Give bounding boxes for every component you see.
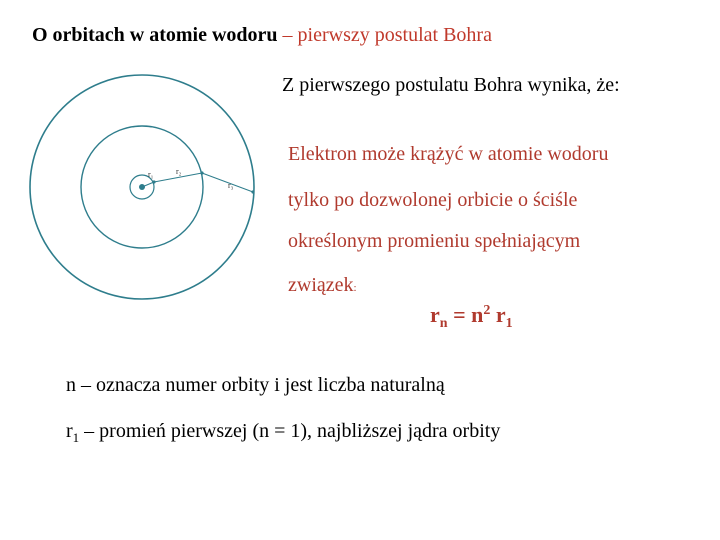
statement-colon: :	[353, 282, 357, 294]
definition-r1-sub: 1	[72, 430, 80, 445]
label-r2: r₂	[176, 167, 182, 176]
formula-r1: r	[490, 302, 506, 327]
definition-r1-symbol: r	[66, 420, 73, 442]
statement-line-2: tylko po dozwolonej orbicie o ściśle	[288, 189, 578, 211]
electron-2	[200, 171, 203, 174]
title-main: O orbitach w atomie wodoru	[32, 24, 278, 46]
slide-title	[32, 24, 492, 47]
electron-3	[251, 190, 254, 193]
statement-line-3: określonym promieniu spełniającym	[288, 230, 581, 252]
formula-eq: = n	[447, 302, 484, 327]
bohr-orbits-diagram	[0, 70, 280, 320]
label-r1: r₁	[148, 170, 154, 179]
label-r3: r₃	[228, 181, 234, 190]
bohr-radius-formula	[430, 302, 513, 332]
statement-line-4	[288, 274, 357, 297]
title-postulate: – pierwszy postulat Bohra	[277, 24, 492, 46]
definition-r1	[66, 420, 500, 446]
statement-line-1: Elektron może krążyć w atomie wodoru	[288, 143, 609, 165]
statement-word: związek	[288, 274, 354, 296]
formula-r: r	[430, 302, 440, 327]
slide-subtitle: Z pierwszego postulatu Bohra wynika, że:	[282, 74, 620, 96]
electron-1	[152, 180, 155, 183]
formula-sup-2: 2	[483, 303, 491, 318]
formula-sub-n: n	[439, 316, 448, 331]
definition-n: n – oznacza numer orbity i jest liczba naturalną	[66, 374, 445, 396]
radius-r1	[142, 182, 154, 187]
formula-sub-1: 1	[505, 316, 513, 331]
definition-r1-text: – promień pierwszej (n = 1), najbliższej jądra orbity	[79, 420, 501, 442]
